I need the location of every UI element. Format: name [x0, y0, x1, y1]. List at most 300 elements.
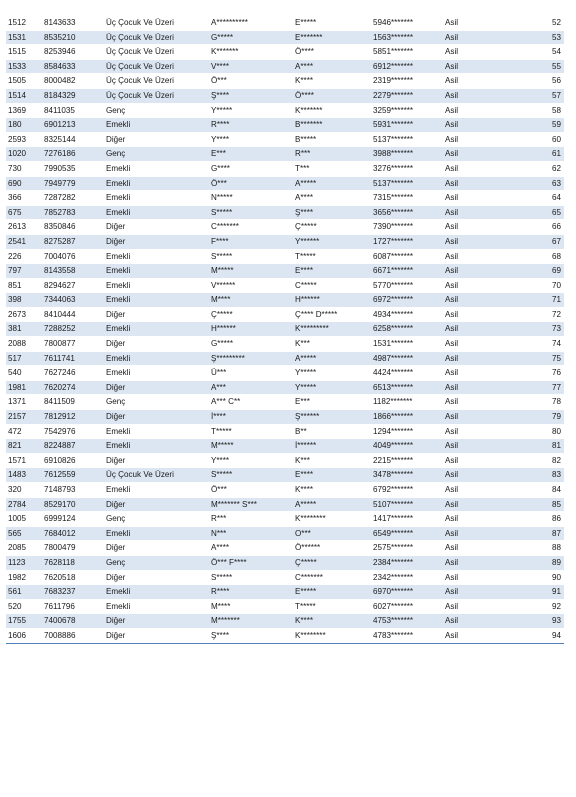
cell-first-name: N***** — [209, 191, 293, 206]
cell-last-name: A**** — [293, 59, 371, 74]
cell-category: Genç — [104, 555, 209, 570]
cell-status: Asil — [443, 585, 483, 600]
cell-ticket-no: 6901213 — [42, 118, 104, 133]
cell-category: Emekli — [104, 176, 209, 191]
cell-row-no: 73 — [483, 322, 564, 337]
cell-status: Asil — [443, 483, 483, 498]
cell-ticket-no: 7620518 — [42, 570, 104, 585]
cell-category: Emekli — [104, 585, 209, 600]
cell-ticket-no: 7612559 — [42, 468, 104, 483]
cell-id-number: 6792******* — [371, 483, 443, 498]
cell-status: Asil — [443, 30, 483, 45]
cell-category: Emekli — [104, 351, 209, 366]
cell-category: Genç — [104, 395, 209, 410]
table-row — [6, 380, 564, 395]
table-row — [6, 351, 564, 366]
cell-ticket-no: 8584633 — [42, 59, 104, 74]
cell-id-number: 3259******* — [371, 103, 443, 118]
cell-ticket-no: 8143558 — [42, 264, 104, 279]
cell-last-name: K******** — [293, 512, 371, 527]
cell-first-name: R**** — [209, 585, 293, 600]
cell-last-name: Ö**** — [293, 88, 371, 103]
cell-row-no: 53 — [483, 30, 564, 45]
cell-ticket-no: 8325144 — [42, 132, 104, 147]
cell-first-name: H****** — [209, 322, 293, 337]
cell-id-number: 5137******* — [371, 176, 443, 191]
cell-last-name: K********* — [293, 322, 371, 337]
cell-last-name: K**** — [293, 483, 371, 498]
cell-row-no: 70 — [483, 278, 564, 293]
table-row — [6, 191, 564, 206]
cell-id-number: 1727******* — [371, 234, 443, 249]
cell-first-name: Ç***** — [209, 307, 293, 322]
cell-application-no: 1512 — [6, 16, 42, 30]
cell-first-name: V****** — [209, 278, 293, 293]
cell-last-name: B** — [293, 424, 371, 439]
cell-status: Asil — [443, 249, 483, 264]
cell-row-no: 59 — [483, 118, 564, 133]
cell-category: Genç — [104, 512, 209, 527]
cell-status: Asil — [443, 497, 483, 512]
cell-id-number: 1417******* — [371, 512, 443, 527]
cell-category: Emekli — [104, 249, 209, 264]
cell-application-no: 398 — [6, 293, 42, 308]
cell-ticket-no: 7148793 — [42, 483, 104, 498]
cell-id-number: 1531******* — [371, 337, 443, 352]
cell-first-name: İ**** — [209, 410, 293, 425]
table-row — [6, 176, 564, 191]
cell-status: Asil — [443, 103, 483, 118]
cell-row-no: 82 — [483, 453, 564, 468]
cell-category: Emekli — [104, 278, 209, 293]
table-row — [6, 439, 564, 454]
cell-application-no: 675 — [6, 205, 42, 220]
table-row — [6, 599, 564, 614]
cell-category: Emekli — [104, 293, 209, 308]
cell-last-name: E**** — [293, 468, 371, 483]
cell-category: Diğer — [104, 132, 209, 147]
cell-application-no: 520 — [6, 599, 42, 614]
cell-status: Asil — [443, 351, 483, 366]
cell-ticket-no: 8294627 — [42, 278, 104, 293]
table-row — [6, 541, 564, 556]
cell-application-no: 2613 — [6, 220, 42, 235]
cell-category: Diğer — [104, 541, 209, 556]
cell-row-no: 85 — [483, 497, 564, 512]
cell-id-number: 2319******* — [371, 74, 443, 89]
cell-application-no: 2088 — [6, 337, 42, 352]
cell-application-no: 2784 — [6, 497, 42, 512]
table-row — [6, 614, 564, 629]
cell-category: Emekli — [104, 118, 209, 133]
cell-ticket-no: 7288252 — [42, 322, 104, 337]
cell-row-no: 52 — [483, 16, 564, 30]
table-row — [6, 307, 564, 322]
cell-id-number: 6912******* — [371, 59, 443, 74]
cell-status: Asil — [443, 366, 483, 381]
table-row — [6, 395, 564, 410]
table-row — [6, 45, 564, 60]
cell-application-no: 2157 — [6, 410, 42, 425]
table-row — [6, 161, 564, 176]
cell-first-name: R*** — [209, 512, 293, 527]
cell-id-number: 6549******* — [371, 526, 443, 541]
cell-id-number: 2279******* — [371, 88, 443, 103]
cell-row-no: 56 — [483, 74, 564, 89]
cell-row-no: 86 — [483, 512, 564, 527]
cell-first-name: V**** — [209, 59, 293, 74]
cell-last-name: Y***** — [293, 380, 371, 395]
cell-application-no: 2593 — [6, 132, 42, 147]
cell-last-name: E*** — [293, 395, 371, 410]
cell-status: Asil — [443, 541, 483, 556]
cell-first-name: G**** — [209, 161, 293, 176]
cell-application-no: 1515 — [6, 45, 42, 60]
cell-first-name: M******* — [209, 614, 293, 629]
cell-id-number: 6671******* — [371, 264, 443, 279]
cell-status: Asil — [443, 176, 483, 191]
cell-id-number: 6972******* — [371, 293, 443, 308]
cell-application-no: 1123 — [6, 555, 42, 570]
table-row — [6, 424, 564, 439]
cell-row-no: 90 — [483, 570, 564, 585]
cell-row-no: 54 — [483, 45, 564, 60]
cell-row-no: 78 — [483, 395, 564, 410]
cell-ticket-no: 7287282 — [42, 191, 104, 206]
cell-row-no: 68 — [483, 249, 564, 264]
cell-last-name: Ç***** — [293, 555, 371, 570]
cell-first-name: N*** — [209, 526, 293, 541]
cell-last-name: T***** — [293, 249, 371, 264]
table-row — [6, 264, 564, 279]
cell-last-name: T*** — [293, 161, 371, 176]
applicant-list-table — [6, 16, 564, 644]
cell-status: Asil — [443, 74, 483, 89]
cell-last-name: Ç***** — [293, 220, 371, 235]
cell-category: Üç Çocuk Ve Üzeri — [104, 16, 209, 30]
cell-first-name: Ö*** — [209, 176, 293, 191]
cell-category: Üç Çocuk Ve Üzeri — [104, 468, 209, 483]
cell-application-no: 1571 — [6, 453, 42, 468]
table-row — [6, 88, 564, 103]
cell-category: Diğer — [104, 453, 209, 468]
cell-status: Asil — [443, 555, 483, 570]
cell-id-number: 3478******* — [371, 468, 443, 483]
cell-application-no: 180 — [6, 118, 42, 133]
table-row — [6, 585, 564, 600]
cell-application-no: 1369 — [6, 103, 42, 118]
cell-status: Asil — [443, 439, 483, 454]
cell-id-number: 5137******* — [371, 132, 443, 147]
cell-category: Diğer — [104, 380, 209, 395]
table-row — [6, 278, 564, 293]
cell-last-name: E***** — [293, 16, 371, 30]
cell-status: Asil — [443, 16, 483, 30]
table-row — [6, 453, 564, 468]
cell-id-number: 2384******* — [371, 555, 443, 570]
cell-ticket-no: 8000482 — [42, 74, 104, 89]
cell-id-number: 2342******* — [371, 570, 443, 585]
cell-last-name: O*** — [293, 526, 371, 541]
cell-id-number: 2215******* — [371, 453, 443, 468]
cell-application-no: 565 — [6, 526, 42, 541]
cell-first-name: M***** — [209, 264, 293, 279]
cell-first-name: C******* — [209, 220, 293, 235]
table-row — [6, 103, 564, 118]
cell-application-no: 540 — [6, 366, 42, 381]
cell-category: Emekli — [104, 599, 209, 614]
cell-id-number: 6513******* — [371, 380, 443, 395]
cell-category: Üç Çocuk Ve Üzeri — [104, 59, 209, 74]
cell-id-number: 4049******* — [371, 439, 443, 454]
cell-ticket-no: 6999124 — [42, 512, 104, 527]
table-row — [6, 132, 564, 147]
cell-first-name: S***** — [209, 249, 293, 264]
cell-ticket-no: 8411509 — [42, 395, 104, 410]
cell-first-name: M**** — [209, 599, 293, 614]
table-row — [6, 555, 564, 570]
cell-application-no: 690 — [6, 176, 42, 191]
cell-row-no: 64 — [483, 191, 564, 206]
cell-ticket-no: 8143633 — [42, 16, 104, 30]
cell-ticket-no: 6910826 — [42, 453, 104, 468]
cell-first-name: Ü*** — [209, 366, 293, 381]
cell-status: Asil — [443, 337, 483, 352]
cell-id-number: 5931******* — [371, 118, 443, 133]
cell-id-number: 1294******* — [371, 424, 443, 439]
cell-row-no: 84 — [483, 483, 564, 498]
table-body — [6, 16, 564, 643]
cell-ticket-no: 8253946 — [42, 45, 104, 60]
cell-category: Emekli — [104, 424, 209, 439]
cell-status: Asil — [443, 205, 483, 220]
cell-status: Asil — [443, 161, 483, 176]
cell-id-number: 1182******* — [371, 395, 443, 410]
cell-id-number: 5851******* — [371, 45, 443, 60]
cell-status: Asil — [443, 88, 483, 103]
cell-id-number: 6258******* — [371, 322, 443, 337]
cell-ticket-no: 7542976 — [42, 424, 104, 439]
cell-category: Diğer — [104, 614, 209, 629]
cell-last-name: K*** — [293, 337, 371, 352]
cell-category: Emekli — [104, 205, 209, 220]
cell-last-name: Ş****** — [293, 410, 371, 425]
cell-last-name: K******* — [293, 103, 371, 118]
cell-row-no: 80 — [483, 424, 564, 439]
cell-last-name: Ö****** — [293, 541, 371, 556]
table-row — [6, 322, 564, 337]
cell-first-name: A*** C** — [209, 395, 293, 410]
cell-category: Emekli — [104, 439, 209, 454]
cell-last-name: K******** — [293, 628, 371, 643]
cell-row-no: 62 — [483, 161, 564, 176]
cell-status: Asil — [443, 220, 483, 235]
cell-first-name: F**** — [209, 234, 293, 249]
cell-ticket-no: 8350846 — [42, 220, 104, 235]
cell-last-name: K*** — [293, 453, 371, 468]
cell-last-name: Ş**** — [293, 205, 371, 220]
cell-category: Emekli — [104, 264, 209, 279]
cell-ticket-no: 7400678 — [42, 614, 104, 629]
cell-last-name: E******* — [293, 30, 371, 45]
cell-status: Asil — [443, 293, 483, 308]
cell-status: Asil — [443, 628, 483, 643]
cell-last-name: Y****** — [293, 234, 371, 249]
cell-ticket-no: 7683237 — [42, 585, 104, 600]
cell-id-number: 4753******* — [371, 614, 443, 629]
cell-status: Asil — [443, 59, 483, 74]
cell-status: Asil — [443, 264, 483, 279]
cell-application-no: 517 — [6, 351, 42, 366]
table-row — [6, 337, 564, 352]
cell-first-name: Y**** — [209, 132, 293, 147]
cell-first-name: G***** — [209, 337, 293, 352]
table-row — [6, 410, 564, 425]
cell-category: Diğer — [104, 570, 209, 585]
cell-ticket-no: 7949779 — [42, 176, 104, 191]
cell-status: Asil — [443, 424, 483, 439]
table-row — [6, 234, 564, 249]
cell-application-no: 1982 — [6, 570, 42, 585]
cell-first-name: Y***** — [209, 103, 293, 118]
cell-status: Asil — [443, 570, 483, 585]
cell-application-no: 381 — [6, 322, 42, 337]
table-row — [6, 366, 564, 381]
cell-id-number: 7390******* — [371, 220, 443, 235]
cell-category: Üç Çocuk Ve Üzeri — [104, 88, 209, 103]
cell-category: Diğer — [104, 307, 209, 322]
cell-first-name: S***** — [209, 468, 293, 483]
cell-row-no: 81 — [483, 439, 564, 454]
cell-last-name: R*** — [293, 147, 371, 162]
cell-category: Diğer — [104, 234, 209, 249]
cell-first-name: A*** — [209, 380, 293, 395]
cell-application-no: 366 — [6, 191, 42, 206]
cell-application-no: 2541 — [6, 234, 42, 249]
cell-id-number: 6970******* — [371, 585, 443, 600]
cell-status: Asil — [443, 307, 483, 322]
cell-first-name: A********** — [209, 16, 293, 30]
cell-application-no: 1606 — [6, 628, 42, 643]
cell-first-name: M***** — [209, 439, 293, 454]
cell-row-no: 75 — [483, 351, 564, 366]
cell-application-no: 797 — [6, 264, 42, 279]
cell-id-number: 4424******* — [371, 366, 443, 381]
cell-category: Emekli — [104, 322, 209, 337]
cell-id-number: 6027******* — [371, 599, 443, 614]
cell-status: Asil — [443, 614, 483, 629]
cell-application-no: 561 — [6, 585, 42, 600]
cell-status: Asil — [443, 234, 483, 249]
cell-status: Asil — [443, 468, 483, 483]
table-row — [6, 147, 564, 162]
cell-category: Üç Çocuk Ve Üzeri — [104, 45, 209, 60]
table-row — [6, 497, 564, 512]
cell-ticket-no: 7004076 — [42, 249, 104, 264]
cell-row-no: 67 — [483, 234, 564, 249]
cell-row-no: 60 — [483, 132, 564, 147]
cell-category: Emekli — [104, 161, 209, 176]
cell-last-name: A***** — [293, 176, 371, 191]
cell-ticket-no: 7852783 — [42, 205, 104, 220]
table-row — [6, 570, 564, 585]
cell-ticket-no: 7620274 — [42, 380, 104, 395]
cell-first-name: E*** — [209, 147, 293, 162]
cell-first-name: A**** — [209, 541, 293, 556]
cell-id-number: 6087******* — [371, 249, 443, 264]
cell-application-no: 472 — [6, 424, 42, 439]
table-row — [6, 468, 564, 483]
cell-ticket-no: 7611741 — [42, 351, 104, 366]
cell-status: Asil — [443, 453, 483, 468]
cell-ticket-no: 7627246 — [42, 366, 104, 381]
cell-category: Üç Çocuk Ve Üzeri — [104, 30, 209, 45]
cell-ticket-no: 8224887 — [42, 439, 104, 454]
cell-row-no: 93 — [483, 614, 564, 629]
cell-application-no: 1533 — [6, 59, 42, 74]
cell-application-no: 1505 — [6, 74, 42, 89]
cell-row-no: 72 — [483, 307, 564, 322]
cell-status: Asil — [443, 395, 483, 410]
cell-row-no: 92 — [483, 599, 564, 614]
cell-ticket-no: 7800877 — [42, 337, 104, 352]
cell-last-name: A***** — [293, 351, 371, 366]
cell-ticket-no: 8529170 — [42, 497, 104, 512]
cell-id-number: 4783******* — [371, 628, 443, 643]
cell-ticket-no: 7812912 — [42, 410, 104, 425]
cell-first-name: T***** — [209, 424, 293, 439]
cell-ticket-no: 7611796 — [42, 599, 104, 614]
cell-ticket-no: 8184329 — [42, 88, 104, 103]
table-row — [6, 293, 564, 308]
cell-id-number: 7315******* — [371, 191, 443, 206]
cell-row-no: 94 — [483, 628, 564, 643]
cell-category: Diğer — [104, 497, 209, 512]
cell-row-no: 74 — [483, 337, 564, 352]
cell-last-name: E***** — [293, 585, 371, 600]
cell-first-name: K******* — [209, 45, 293, 60]
cell-last-name: H****** — [293, 293, 371, 308]
cell-row-no: 57 — [483, 88, 564, 103]
cell-category: Diğer — [104, 220, 209, 235]
cell-first-name: Ö*** F**** — [209, 555, 293, 570]
table-row — [6, 16, 564, 30]
cell-last-name: B***** — [293, 132, 371, 147]
cell-row-no: 65 — [483, 205, 564, 220]
cell-row-no: 71 — [483, 293, 564, 308]
cell-last-name: B******* — [293, 118, 371, 133]
table-row — [6, 483, 564, 498]
cell-ticket-no: 7800479 — [42, 541, 104, 556]
cell-row-no: 83 — [483, 468, 564, 483]
cell-last-name: A**** — [293, 191, 371, 206]
table-row — [6, 220, 564, 235]
cell-category: Emekli — [104, 483, 209, 498]
cell-category: Emekli — [104, 526, 209, 541]
cell-last-name: C******* — [293, 570, 371, 585]
cell-application-no: 226 — [6, 249, 42, 264]
cell-category: Diğer — [104, 628, 209, 643]
table-row — [6, 205, 564, 220]
cell-ticket-no: 8535210 — [42, 30, 104, 45]
cell-ticket-no: 7990535 — [42, 161, 104, 176]
cell-ticket-no: 7684012 — [42, 526, 104, 541]
cell-id-number: 5770******* — [371, 278, 443, 293]
cell-row-no: 88 — [483, 541, 564, 556]
cell-status: Asil — [443, 380, 483, 395]
cell-first-name: G***** — [209, 30, 293, 45]
cell-row-no: 69 — [483, 264, 564, 279]
